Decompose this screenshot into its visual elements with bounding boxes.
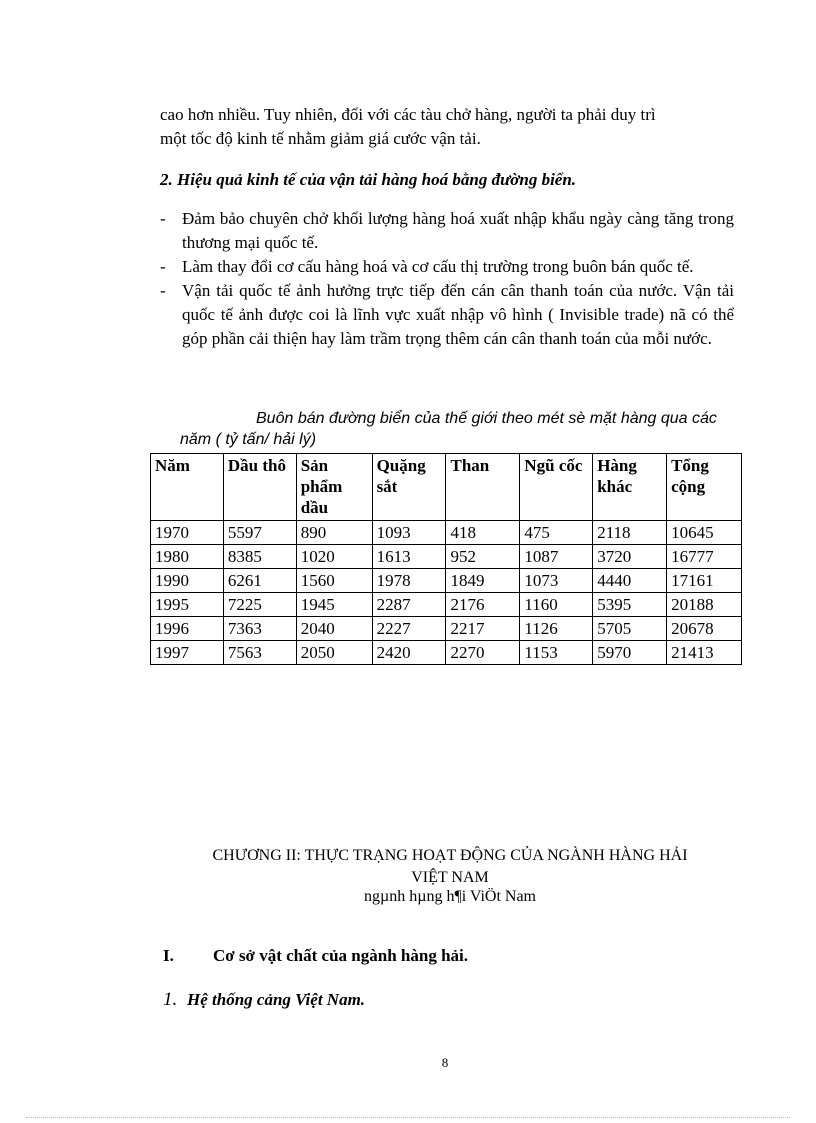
header-cell: Năm <box>151 454 224 521</box>
table-cell: 5970 <box>593 641 667 665</box>
table-cell: 1970 <box>151 521 224 545</box>
table-cell: 3720 <box>593 545 667 569</box>
table-cell: 1126 <box>520 617 593 641</box>
table-cell: 5395 <box>593 593 667 617</box>
chapter-garbled-subtitle: ngµnh hµng h¶i ViÖt Nam <box>364 888 536 905</box>
section-i-number: I. <box>163 946 174 965</box>
table-cell: 21413 <box>667 641 742 665</box>
table-cell: 2118 <box>593 521 667 545</box>
table-cell: 418 <box>446 521 520 545</box>
table-cell: 2176 <box>446 593 520 617</box>
table-cell: 2040 <box>296 617 372 641</box>
section-2-heading: 2. Hiệu quả kinh tế của vận tải hàng hoá bằng đường biển. <box>160 170 577 189</box>
table-cell: 1849 <box>446 569 520 593</box>
table-cell: 1093 <box>372 521 446 545</box>
table-cell: 1560 <box>296 569 372 593</box>
table-cell: 2217 <box>446 617 520 641</box>
table-cell: 1978 <box>372 569 446 593</box>
table-cell: 1995 <box>151 593 224 617</box>
bullet-dash: - <box>160 281 166 300</box>
list-item <box>160 255 734 279</box>
header-cell: Dầu thô <box>223 454 296 521</box>
table-cell: 8385 <box>223 545 296 569</box>
page-number: 8 <box>441 1055 449 1070</box>
table-cell: 6261 <box>223 569 296 593</box>
list-item-text: Đảm bảo chuyên chở khối lượng hàng hoá xuất nhập khẩu ngày càng tăng trong thương mại quốc tế. <box>182 209 734 252</box>
section-1-number: 1. <box>163 989 178 1010</box>
table-row <box>151 593 742 617</box>
list-item <box>160 279 734 351</box>
page-break-line <box>26 1117 790 1118</box>
table-cell: 7563 <box>223 641 296 665</box>
intro-paragraph <box>160 103 734 151</box>
header-cell: Tổng cộng <box>667 454 742 521</box>
table-cell: 10645 <box>667 521 742 545</box>
intro-line-1: cao hơn nhiều. Tuy nhiên, đối với các tàu chở hàng, người ta phải duy trì <box>160 105 656 124</box>
header-cell: Ngũ cốc <box>520 454 593 521</box>
list-item <box>160 207 734 255</box>
table-cell: 1996 <box>151 617 224 641</box>
table-cell: 2050 <box>296 641 372 665</box>
table-cell: 7363 <box>223 617 296 641</box>
benefits-list <box>160 207 734 351</box>
table-cell: 5597 <box>223 521 296 545</box>
table-cell: 1020 <box>296 545 372 569</box>
table-caption: Buôn bán đường biển của thế giới theo mét sè mặt hàng qua các năm ( tỷ tấn/ hải lý) <box>180 410 717 448</box>
table-cell: 475 <box>520 521 593 545</box>
section-i-heading <box>163 944 468 968</box>
table-cell: 890 <box>296 521 372 545</box>
table-row <box>151 569 742 593</box>
table-cell: 1945 <box>296 593 372 617</box>
table-cell: 4440 <box>593 569 667 593</box>
seaborne-trade-table <box>150 453 742 665</box>
table-row <box>151 617 742 641</box>
intro-line-2: một tốc độ kinh tế nhằm giảm giá cước vận tải. <box>160 129 481 148</box>
table-row <box>151 545 742 569</box>
table-cell: 1073 <box>520 569 593 593</box>
section-i-title: Cơ sở vật chất của ngành hàng hải. <box>213 946 468 965</box>
section-1-title: Hệ thống cảng Việt Nam. <box>187 990 366 1009</box>
table-cell: 952 <box>446 545 520 569</box>
table-cell: 2270 <box>446 641 520 665</box>
list-item-text: Vận tải quốc tế ảnh hưởng trực tiếp đến cán cân thanh toán của nước. Vận tải quốc tế ảnh được coi là lĩnh vực xuất nhập vô hình ( Invisible trade) nã có thể góp phần cải thiện hay làm trầm trọng thêm cán cân thanh toán của mỗi nước. <box>182 281 734 348</box>
header-cell: Hàng khác <box>593 454 667 521</box>
table-row <box>151 641 742 665</box>
bullet-dash: - <box>160 209 166 228</box>
table-cell: 2227 <box>372 617 446 641</box>
table-cell: 7225 <box>223 593 296 617</box>
table-cell: 17161 <box>667 569 742 593</box>
table-cell: 5705 <box>593 617 667 641</box>
header-cell: Sản phẩm dầu <box>296 454 372 521</box>
table-row <box>151 521 742 545</box>
chapter-title-line-1: CHƯƠNG II: THỰC TRẠNG HOẠT ĐỘNG CỦA NGÀNH HÀNG HẢI <box>212 847 688 864</box>
header-cell: Quặng sắt <box>372 454 446 521</box>
table-cell: 20678 <box>667 617 742 641</box>
table-cell: 1153 <box>520 641 593 665</box>
bullet-dash: - <box>160 257 166 276</box>
chapter-title <box>150 845 750 889</box>
list-item-text: Làm thay đổi cơ cấu hàng hoá và cơ cấu thị trường trong buôn bán quốc tế. <box>182 257 694 276</box>
table-cell: 20188 <box>667 593 742 617</box>
table-header-row <box>151 454 742 521</box>
table-cell: 1980 <box>151 545 224 569</box>
table-cell: 1997 <box>151 641 224 665</box>
table-cell: 1990 <box>151 569 224 593</box>
header-cell: Than <box>446 454 520 521</box>
table-cell: 1087 <box>520 545 593 569</box>
table-cell: 1160 <box>520 593 593 617</box>
chapter-title-line-2: VIỆT NAM <box>411 869 489 886</box>
table-cell: 1613 <box>372 545 446 569</box>
table-cell: 2420 <box>372 641 446 665</box>
table-cell: 16777 <box>667 545 742 569</box>
table-cell: 2287 <box>372 593 446 617</box>
section-1-heading <box>163 988 365 1012</box>
